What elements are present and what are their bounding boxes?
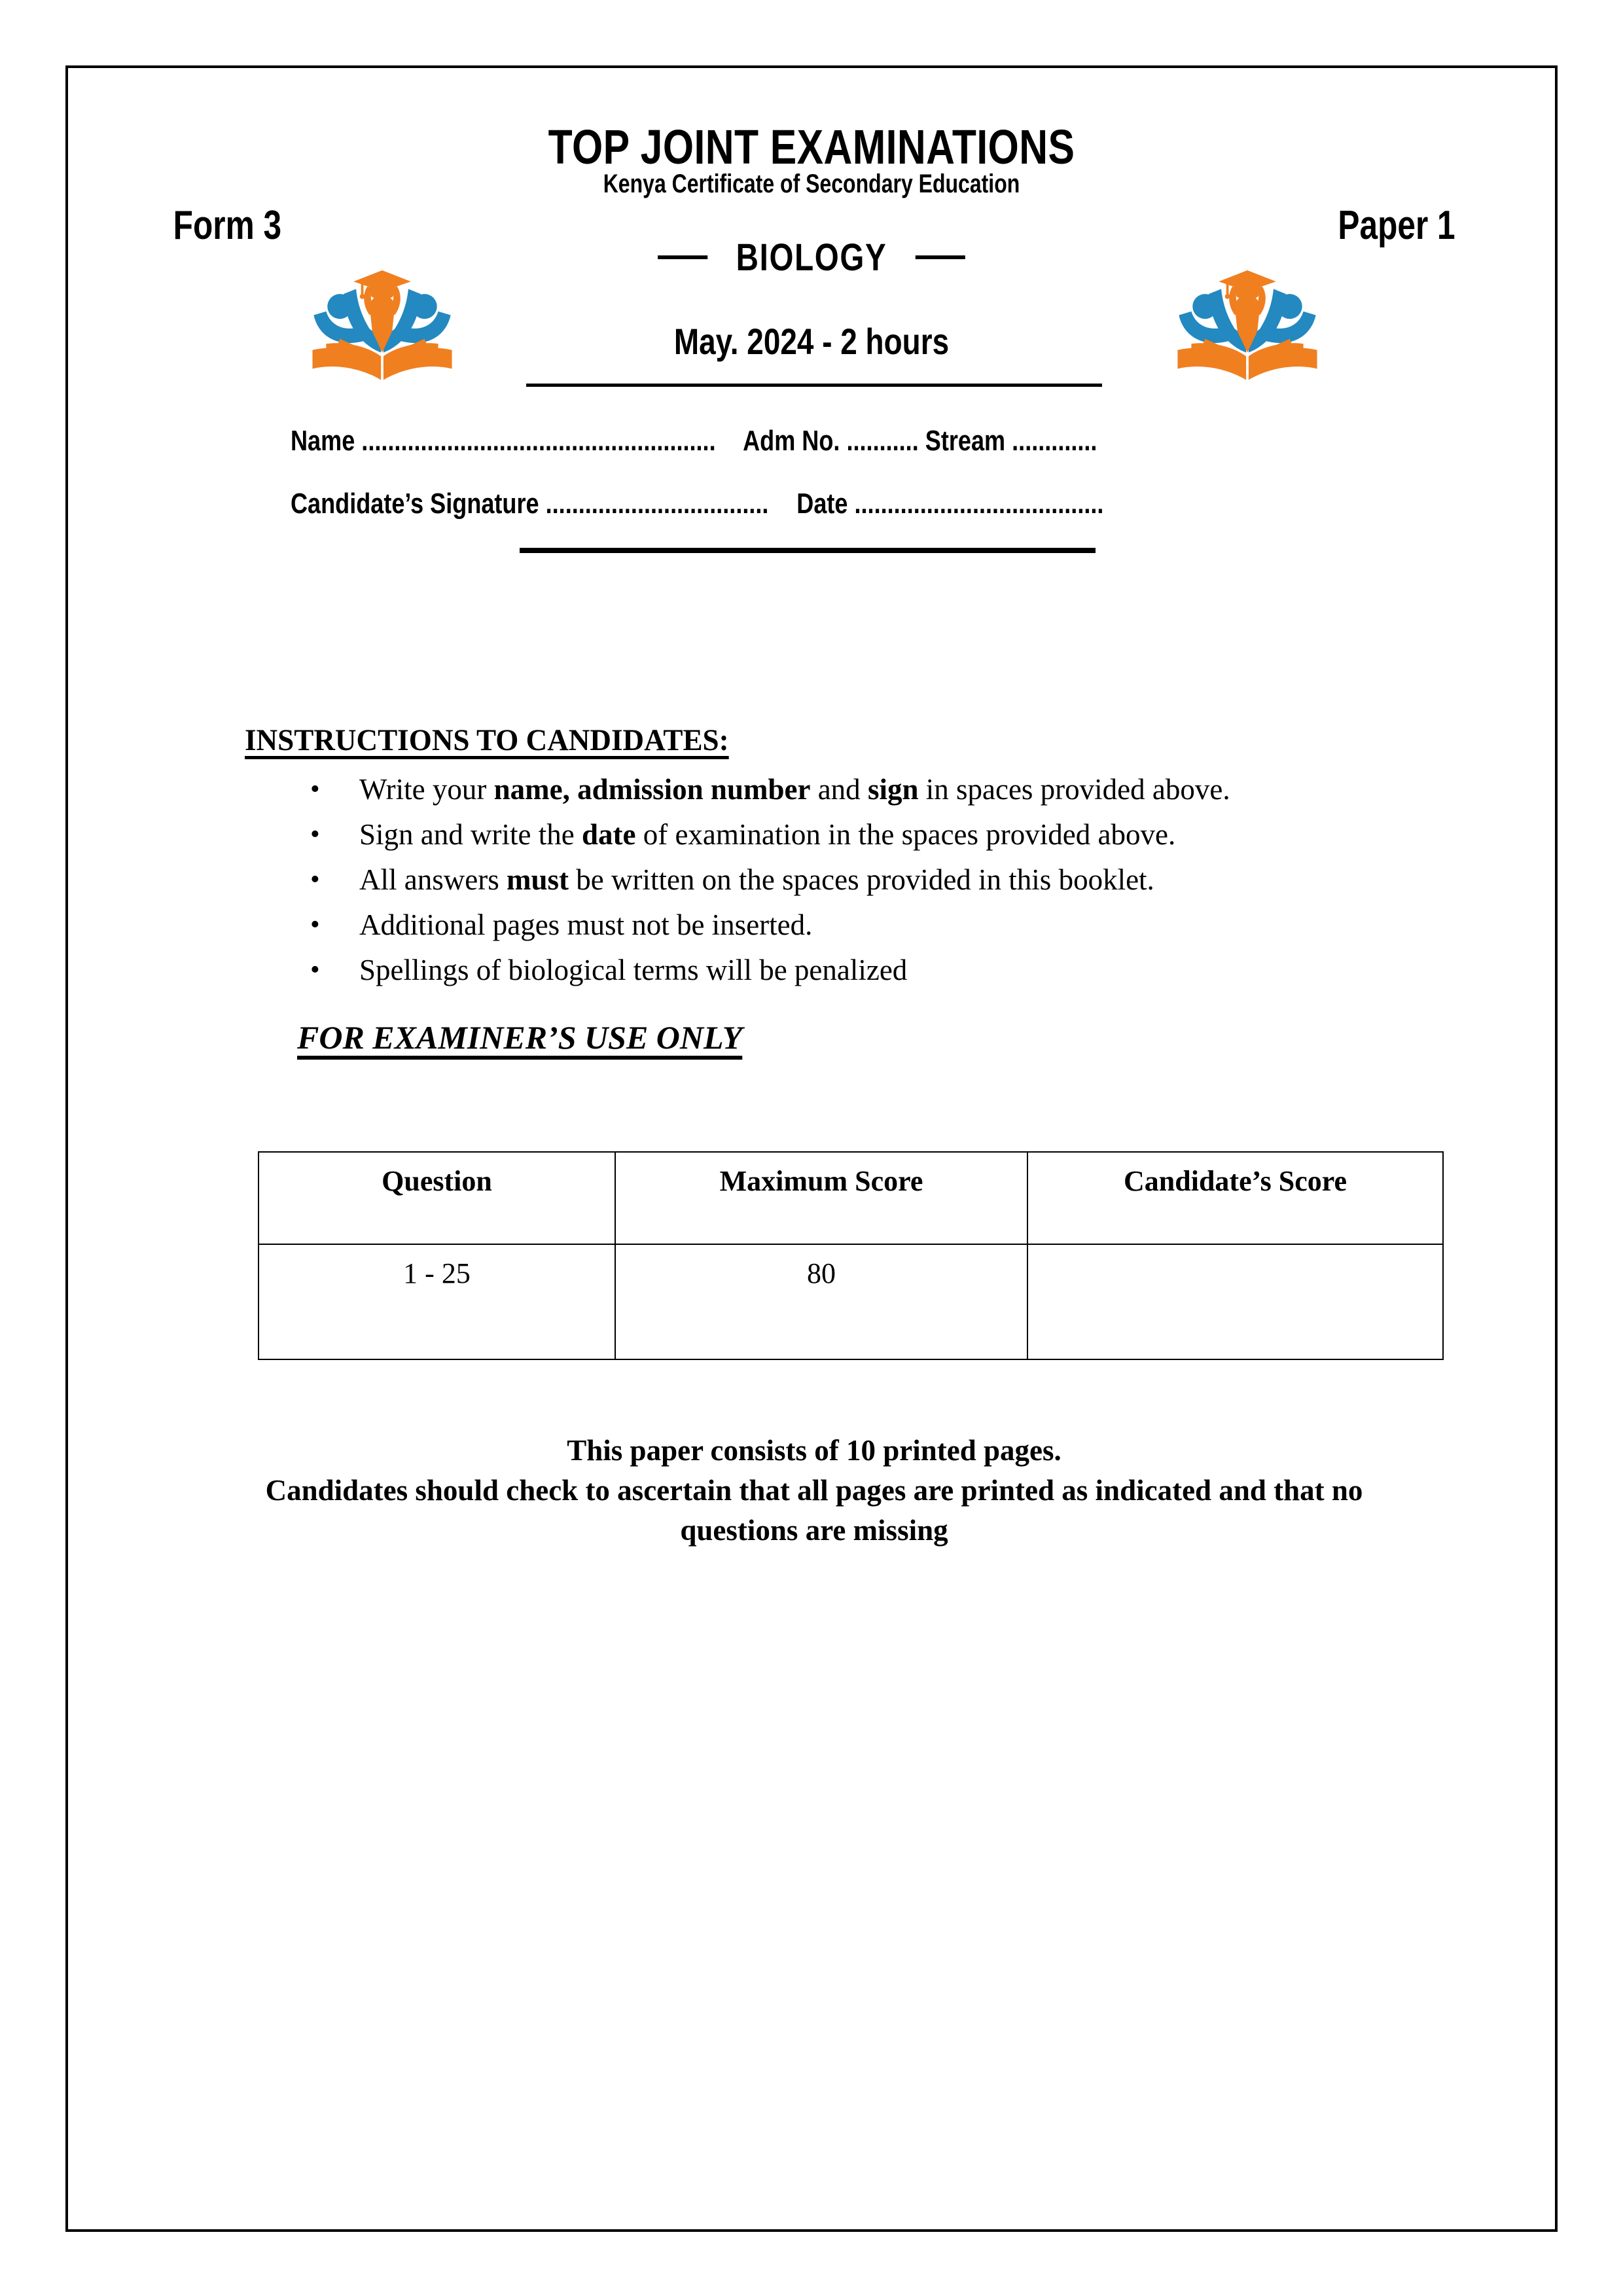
page-count-line-3: questions are missing	[680, 1514, 948, 1547]
signature-input-dots[interactable]: ..................................	[545, 488, 769, 520]
page-count-line-1: This paper consists of 10 printed pages.	[567, 1434, 1061, 1467]
graduation-book-logo-icon	[307, 258, 457, 386]
dash-left-separator: —	[658, 234, 708, 276]
exam-subtitle: Kenya Certificate of Secondary Education	[603, 170, 1020, 198]
instruction-item	[245, 857, 1455, 903]
graduation-book-logo-icon	[1172, 258, 1323, 386]
page-count-line-2: Candidates should check to ascertain that all pages are printed as indicated and that no	[265, 1474, 1363, 1507]
subject-label: BIOLOGY	[736, 236, 887, 279]
instruction-text: be written on the spaces provided in this booklet.	[568, 863, 1154, 896]
table-row	[259, 1244, 1443, 1359]
cell-candidate-score[interactable]	[1027, 1244, 1443, 1359]
header-divider-rule-top	[526, 384, 1102, 387]
paper-number-label: Paper 1	[1338, 203, 1455, 248]
instructions-list	[245, 767, 1455, 993]
page-title: TOP JOINT EXAMINATIONS	[548, 120, 1075, 174]
examiner-score-table	[258, 1151, 1444, 1360]
dash-right-separator: —	[915, 234, 965, 276]
candidate-fields	[68, 425, 1555, 520]
cell-maximum-score: 80	[615, 1244, 1027, 1359]
header-divider-rule-bottom	[520, 548, 1096, 553]
instruction-text: Write your	[359, 773, 494, 806]
instruction-item	[245, 903, 1455, 948]
instructions-heading: INSTRUCTIONS TO CANDIDATES:	[245, 723, 729, 757]
instruction-text: in spaces provided above.	[918, 773, 1230, 806]
instruction-item	[245, 767, 1455, 812]
instruction-emphasis: date	[581, 818, 636, 851]
exam-duration-label: May. 2024 - 2 hours	[673, 321, 950, 362]
name-input-dots[interactable]: ......................................................	[361, 425, 716, 457]
candidate-signature-row	[291, 488, 1327, 520]
column-header-candidate-score: Candidate’s Score	[1027, 1152, 1443, 1244]
instruction-text: Additional pages must not be inserted.	[359, 908, 813, 941]
instruction-item	[245, 948, 1455, 993]
stream-label: Stream	[925, 425, 1006, 457]
instruction-text: All answers	[359, 863, 507, 896]
adm-no-label: Adm No.	[743, 425, 840, 457]
stream-input-dots[interactable]: .............	[1012, 425, 1097, 457]
name-label: Name	[291, 425, 355, 457]
instruction-text: Spellings of biological terms will be penalized	[359, 954, 908, 986]
instruction-emphasis: must	[506, 863, 569, 896]
page-count-note	[134, 1431, 1495, 1551]
form-level-label: Form 3	[173, 203, 282, 248]
adm-no-input-dots[interactable]: ...........	[846, 425, 919, 457]
signature-label: Candidate’s Signature	[291, 488, 539, 520]
instruction-text: and	[810, 773, 868, 806]
instruction-emphasis: sign	[867, 773, 919, 806]
date-input-dots[interactable]: ......................................	[854, 488, 1104, 520]
column-header-question: Question	[259, 1152, 615, 1244]
instruction-emphasis: name, admission number	[493, 773, 811, 806]
exam-header	[68, 68, 1555, 585]
instruction-text: Sign and write the	[359, 818, 582, 851]
date-label: Date	[796, 488, 848, 520]
column-header-maximum-score: Maximum Score	[615, 1152, 1027, 1244]
examiner-use-heading: FOR EXAMINER’S USE ONLY	[297, 1019, 743, 1056]
cell-question-range: 1 - 25	[259, 1244, 615, 1359]
page-border-frame	[65, 65, 1558, 2232]
instruction-text: of examination in the spaces provided above.	[635, 818, 1176, 851]
instruction-item	[245, 812, 1455, 857]
candidate-identity-row	[291, 425, 1327, 457]
table-header-row	[259, 1152, 1443, 1244]
